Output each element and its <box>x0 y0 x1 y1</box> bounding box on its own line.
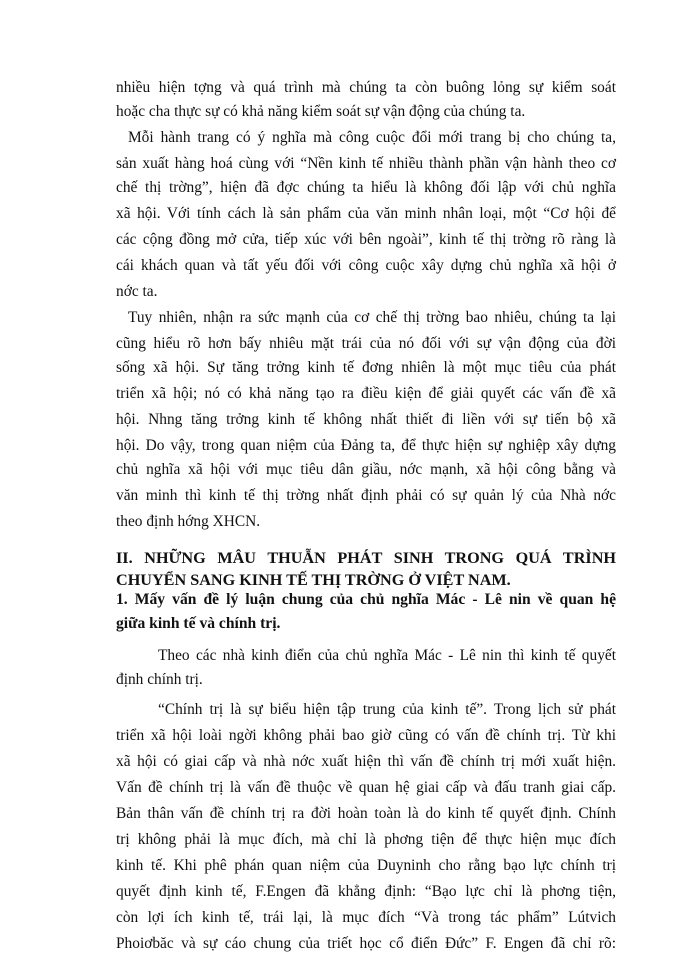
text-line: còn lợi ích kinh tế, trái lại, là mục đích “Và trong tác phẩm” Lútvich <box>116 909 616 926</box>
text-line: chủ nghĩa xã hội với mục tiêu dân giầu, nớc mạnh, xã hội công bằng và <box>116 461 616 478</box>
text-line: kinh tế. Khi phê phán quan niệm của Duyninh cho rằng bạo lực chính trị <box>116 857 616 874</box>
text-line: xã hội có giai cấp và nhà nớc xuất hiện thì vấn đề chính trị mới xuất hiện. <box>116 753 616 770</box>
text-line: xã hội. Với tính cách là sản phẩm của văn minh nhân loại, một “Cơ hội để <box>116 205 616 222</box>
text-line: hội. Do vậy, trong quan niệm của Đảng ta, để thực hiện sự nghiệp xây dựng <box>116 437 616 454</box>
text-line: triển xã hội loài ngời không phải bao giờ cũng có vấn đề chính trị. Từ khi <box>116 727 616 744</box>
text-line: Bản thân vấn đề chính trị ra đời hoàn toàn là do kinh tế quyết định. Chính <box>116 805 616 822</box>
text-line: Theo các nhà kinh điển của chủ nghĩa Mác - Lê nin thì kinh tế quyết <box>158 647 616 664</box>
section-heading: CHUYỂN SANG KINH TẾ THỊ TRỜNG Ở VIỆT NAM. <box>116 571 511 589</box>
section-heading: II. NHỮNG MÂU THUẪN PHÁT SINH TRONG QUÁ TRÌNH <box>116 549 616 567</box>
text-line: hoặc cha thực sự có khả năng kiểm soát sự vận động của chúng ta. <box>116 103 526 120</box>
text-line: Vấn đề chính trị là vấn đề thuộc về quan hệ giai cấp và đấu tranh giai cấp. <box>116 779 616 796</box>
text-line: chế thị trờng”, hiện đã đợc chúng ta hiểu là không đối lập với chủ nghĩa <box>116 179 616 196</box>
text-line: Mỗi hành trang có ý nghĩa mà công cuộc đổi mới trang bị cho chúng ta, <box>128 129 616 146</box>
text-line: hội. Nhng tăng trởng kinh tế không nhất thiết đi liền với sự tiến bộ xã <box>116 411 616 428</box>
subsection-heading: 1. Mấy vấn đề lý luận chung của chủ nghĩa Mác - Lê nin về quan hệ <box>116 591 616 608</box>
subsection-heading: giữa kinh tế và chính trị. <box>116 615 281 632</box>
text-line: quyết định kinh tế, F.Engen đã khẳng định: “Bạo lực chỉ là phơng tiện, <box>116 883 616 900</box>
text-line: cũng hiểu rõ hơn bấy nhiêu mặt trái của nó đối với sự vận động của đời <box>116 335 616 352</box>
text-line: “Chính trị là sự biểu hiện tập trung của kinh tế”. Trong lịch sử phát <box>158 701 616 718</box>
text-line: nhiều hiện tợng và quá trình mà chúng ta còn buông lỏng sự kiểm soát <box>116 79 616 96</box>
text-line: định chính trị. <box>116 671 203 688</box>
text-line: Tuy nhiên, nhận ra sức mạnh của cơ chế thị trờng bao nhiêu, chúng ta lại <box>128 309 616 326</box>
text-line: Phoiơbăc và sự cáo chung của triết học cổ điển Đức” F. Engen đã chỉ rõ: <box>116 935 616 952</box>
text-line: trị không phải là mục đích, mà chỉ là phơng tiện để thực hiện mục đích <box>116 831 616 848</box>
text-line: các cộng đồng mở cửa, tiếp xúc với bên ngoài”, kinh tế thị trờng rõ ràng là <box>116 231 616 248</box>
text-line: sản xuất hàng hoá cùng với “Nền kinh tế nhiều thành phần vận hành theo cơ <box>116 155 616 172</box>
text-line: văn minh thì kinh tế thị trờng nhất định phải có sự quản lý của Nhà nớc <box>116 487 616 504</box>
text-line: sống xã hội. Sự tăng trởng kinh tế đơng nhiên là một mục tiêu của phát <box>116 359 616 376</box>
text-line: triển xã hội; nó có khả năng tạo ra điều kiện để giải quyết các vấn đề xã <box>116 385 616 402</box>
text-line: theo định hớng XHCN. <box>116 513 261 530</box>
text-line: nớc ta. <box>116 283 158 300</box>
text-line: cái khách quan và tất yếu đối với công cuộc xây dựng chủ nghĩa xã hội ở <box>116 257 616 274</box>
